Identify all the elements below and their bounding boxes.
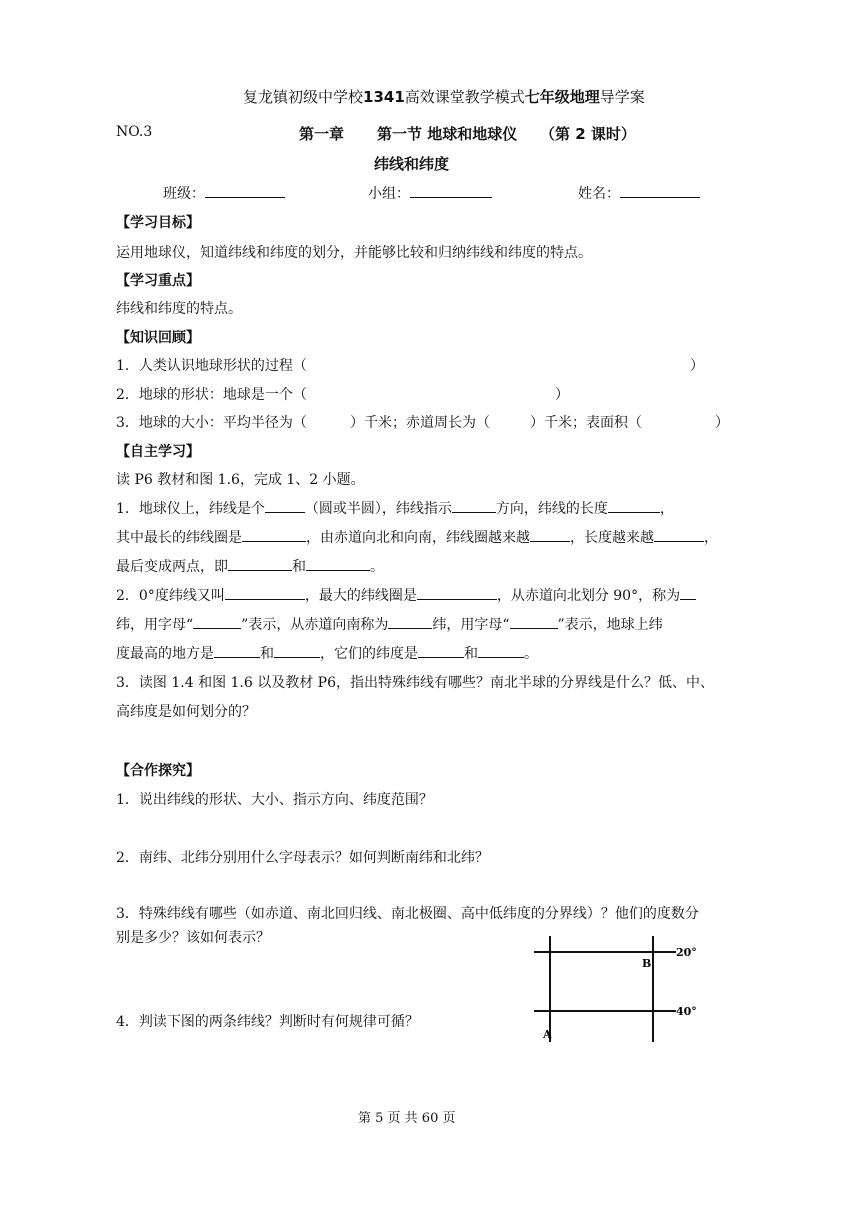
header-mode: 高效课堂教学模式	[404, 88, 525, 106]
review-item-3c: ）千米；表面积（	[530, 415, 642, 431]
blank[interactable]	[452, 498, 496, 513]
review-item-1: 1．人类认识地球形状的过程（	[116, 358, 307, 374]
blank[interactable]	[680, 585, 696, 600]
self-q2-line2: 纬，用字母“ ”表示，从赤道向南称为 纬，用字母“ ”表示，地球上纬	[116, 614, 663, 634]
goals-text: 运用地球仪，知道纬线和纬度的划分，并能够比较和归纳纬线和纬度的特点。	[116, 245, 592, 261]
self-q2-line1: 2．0°度纬线又叫 ，最大的纬线圈是 ，从赤道向北划分 90°，称为	[116, 585, 696, 605]
review-item-3a: 3．地球的大小：平均半径为（	[116, 415, 307, 431]
header-grade-subject: 七年级地理	[524, 88, 600, 106]
self-study-heading: 【自主学习】	[116, 444, 200, 460]
page-header	[243, 86, 645, 107]
self-q1-line3: 最后变成两点，即 和 。	[116, 556, 384, 576]
review-heading: 【知识回顾】	[116, 330, 200, 346]
header-mode-code: 1341	[363, 88, 405, 106]
review-item-2: 2．地球的形状：地球是一个（	[116, 387, 307, 403]
title-chapter: 第一章	[299, 125, 345, 143]
point-b-label: B	[642, 957, 652, 970]
coop-q3-line1: 3．特殊纬线有哪些（如赤道、南北回归线、南北极圈、高中低纬度的分界线）？他们的度数分	[116, 906, 699, 922]
title-subtitle: 纬线和纬度	[374, 155, 450, 173]
blank[interactable]	[193, 614, 241, 629]
class-blank[interactable]	[205, 183, 285, 198]
self-q3-line1: 3．读图 1.4 和图 1.6 以及教材 P6，指出特殊纬线有哪些？南北半球的分界线是什么？低、中、	[116, 675, 715, 691]
coop-q3-line2: 别是多少？该如何表示？	[116, 930, 270, 946]
doc-number: NO.3	[116, 124, 153, 140]
self-study-intro: 读 P6 教材和图 1.6，完成 1、2 小题。	[116, 472, 365, 488]
blank[interactable]	[306, 556, 370, 571]
group-blank[interactable]	[410, 183, 492, 198]
blank[interactable]	[417, 585, 497, 600]
blank[interactable]	[530, 527, 570, 542]
blank[interactable]	[388, 614, 432, 629]
coop-heading: 【合作探究】	[116, 763, 200, 779]
blank[interactable]	[418, 643, 464, 658]
blank[interactable]	[274, 643, 320, 658]
coop-q1: 1．说出纬线的形状、大小、指示方向、纬度范围？	[116, 792, 433, 808]
coop-q4: 4．判读下图的两条纬线？判断时有何规律可循？	[116, 1014, 419, 1030]
label-bottom-latitude: 40°	[676, 1005, 697, 1018]
review-item-1-end: ）	[690, 358, 704, 374]
review-item-2-end: ）	[555, 387, 569, 403]
blank[interactable]	[265, 498, 305, 513]
blank[interactable]	[654, 527, 704, 542]
title-lesson: （第 2 课时）	[540, 125, 636, 143]
title-section: 第一节 地球和地球仪	[377, 125, 518, 143]
blank[interactable]	[242, 527, 306, 542]
class-label: 班级：	[163, 186, 205, 202]
review-item-3d: ）	[715, 415, 729, 431]
header-doc-type: 导学案	[599, 88, 645, 106]
focus-text: 纬线和纬度的特点。	[116, 301, 242, 317]
name-blank[interactable]	[620, 183, 700, 198]
self-q1-line2: 其中最长的纬线圈是 ，由赤道向北和向南，纬线圈越来越 ，长度越来越 ，	[116, 527, 718, 547]
group-field[interactable]	[368, 183, 492, 203]
latitude-figure-svg	[526, 934, 716, 1044]
name-label: 姓名：	[578, 186, 620, 202]
point-a-label: A	[543, 1028, 552, 1041]
blank[interactable]	[510, 614, 558, 629]
name-field[interactable]	[578, 183, 700, 203]
latitude-figure	[526, 934, 716, 1044]
coop-q2: 2．南纬、北纬分别用什么字母表示？如何判断南纬和北纬？	[116, 850, 489, 866]
header-school: 复龙镇初级中学校	[243, 88, 364, 106]
self-q1-line1: 1．地球仪上，纬线是个 （圆或半圆），纬线指示 方向，纬线的长度 ，	[116, 498, 674, 518]
class-field[interactable]	[163, 183, 285, 203]
blank[interactable]	[608, 498, 660, 513]
focus-heading: 【学习重点】	[116, 273, 200, 289]
blank[interactable]	[478, 643, 524, 658]
self-q2-line3: 度最高的地方是 和 ，它们的纬度是 和 。	[116, 643, 538, 663]
group-label: 小组：	[368, 186, 410, 202]
self-q3-line2: 高纬度是如何划分的？	[116, 704, 256, 720]
blank[interactable]	[228, 556, 292, 571]
review-item-3b: ）千米；赤道周长为（	[350, 415, 490, 431]
blank[interactable]	[214, 643, 260, 658]
blank[interactable]	[225, 585, 305, 600]
page-footer: 第 5 页 共 60 页	[358, 1111, 456, 1126]
goals-heading: 【学习目标】	[116, 215, 200, 231]
label-top-latitude: 20°	[676, 946, 697, 959]
